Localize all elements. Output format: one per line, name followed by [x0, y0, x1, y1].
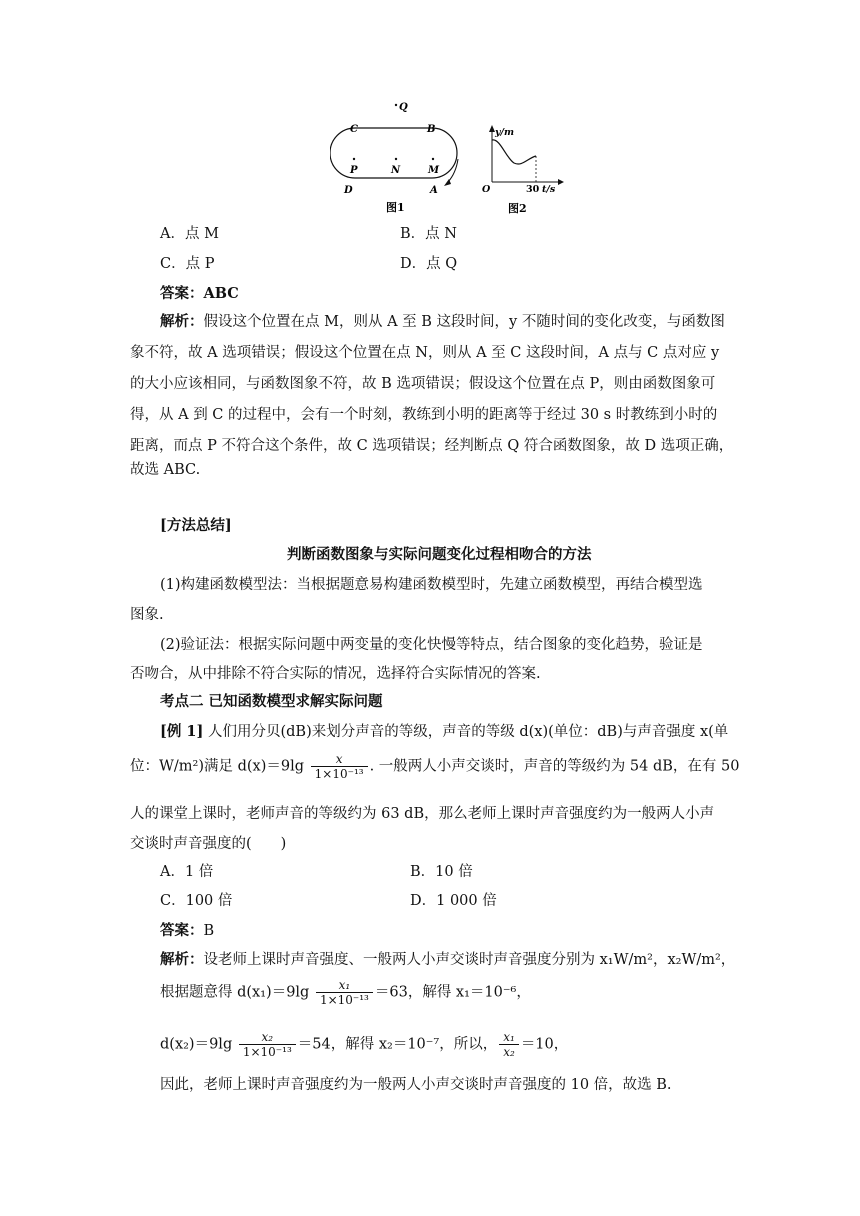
analysis-3-formula-lead: d(x₂)＝9lg: [160, 1036, 233, 1053]
figure-2-caption: 图2: [508, 202, 527, 215]
analysis-1-line-5: 距离，而点 P 不符合这个条件，故 C 选项错误；经判断点 Q 符合函数图象，故 D 选项正确，: [130, 438, 734, 454]
analysis-1-line-1: [160, 310, 725, 331]
ex1-option-c: C．100 倍: [160, 893, 233, 909]
analysis-2-line-2: [160, 978, 531, 1007]
analysis-2-formula-tail: ＝63，解得 x₁＝10⁻⁶，: [374, 984, 531, 1001]
figure-2-tick-30: 30: [526, 184, 540, 195]
analysis-3-formula-mid: ＝54，解得 x₂＝10⁻⁷，所以，: [297, 1036, 498, 1053]
figure-1-caption: 图1: [386, 201, 405, 214]
label-a: A: [430, 185, 438, 196]
method-p2-line-1: (2)验证法：根据实际问题中两变量的变化快慢等特点，结合图象的变化趋势，验证是: [160, 637, 703, 653]
analysis-1-line-4: 得，从 A 到 C 的过程中，会有一个时刻，教练到小明的距离等于经过 30 s 时教练到小时的: [130, 407, 718, 423]
example-1-line-1: [160, 720, 728, 741]
option-d: D．点 Q: [400, 256, 458, 272]
answer-label-2: 答案：: [160, 922, 204, 939]
analysis-1-line-2: 象不符，故 A 选项错误；假设这个位置在点 N，则从 A 至 C 这段时间，A 点与 C 点对应 y: [130, 345, 720, 361]
example-1-line-2: [130, 752, 739, 781]
option-b: B．点 N: [400, 226, 457, 242]
answer-2: [160, 919, 214, 940]
option-c: C．点 P: [160, 256, 215, 272]
method-p2-line-2: 否吻合，从中排除不符合实际的情况，选择符合实际情况的答案.: [130, 666, 541, 682]
answer-value-2: B: [203, 923, 215, 939]
example-formula-fraction: $\frac{x}{\text{1×10⁻¹³}}$: [311, 752, 368, 781]
label-b: B: [427, 124, 436, 135]
figure-2-origin: O: [482, 184, 491, 195]
analysis-2-line-4: 因此，老师上课时声音强度约为一般两人小声交谈时声音强度的 10 倍，故选 B.: [160, 1077, 672, 1093]
analysis-2-line-3: [160, 1030, 568, 1059]
example-text: 人们用分贝(dB)来划分声音的等级，声音的等级 d(x)(单位：dB)与声音强度 x(单: [207, 724, 729, 740]
figure-2: [478, 120, 568, 220]
analysis-2-formula-lead: 根据题意得 d(x₁)＝9lg: [160, 984, 310, 1001]
label-p: P: [350, 165, 358, 176]
example-formula-tail: . 一般两人小声交谈时，声音的等级约为 54 dB，在有 50: [369, 758, 740, 775]
analysis-2-line-1: [160, 948, 735, 969]
analysis-text: 假设这个位置在点 M，则从 A 至 B 这段时间，y 不随时间的变化改变，与函数图: [203, 314, 725, 330]
analysis-1-line-3: 的大小应该相同，与函数图象不符，故 B 选项错误；假设这个位置在点 P，则由函数图象可: [130, 376, 716, 392]
option-a: A．点 M: [160, 226, 219, 242]
method-title: 判断函数图象与实际问题变化过程相吻合的方法: [287, 546, 592, 563]
figure-2-x-label: t/s: [542, 184, 556, 195]
answer-1: [160, 282, 239, 303]
analysis-3-fraction-3: $\frac{\text{x₁}}{\text{x₂}}$: [499, 1030, 519, 1059]
example-formula-lead: 位：W/m²)满足 d(x)＝9lg: [130, 758, 305, 775]
label-m: M: [428, 165, 440, 176]
analysis-label-2: 解析：: [160, 951, 204, 968]
example-label: [例 1]: [160, 723, 204, 740]
ex1-option-a: A．1 倍: [160, 864, 214, 880]
method-p1-line-1: (1)构建函数模型法：当根据题意易构建函数模型时，先建立函数模型，再结合模型选: [160, 577, 703, 593]
label-d: D: [344, 185, 353, 196]
ex1-option-b: B．10 倍: [410, 864, 473, 880]
answer-label: 答案：: [160, 285, 204, 302]
analysis-3-fraction-2: $\frac{\text{x₂}}{\text{1×10⁻¹³}}$: [239, 1030, 296, 1059]
example-1-line-3: 人的课堂上课时，老师声音的等级约为 63 dB，那么老师上课时声音强度约为一般两人小声: [130, 806, 715, 822]
method-p1-line-2: 图象.: [130, 607, 164, 623]
ex1-option-d: D．1 000 倍: [410, 893, 497, 909]
method-section: [方法总结]: [160, 517, 232, 534]
analysis-2-text: 设老师上课时声音强度、一般两人小声交谈时声音强度分别为 x₁W/m²，x₂W/m²，: [203, 952, 736, 968]
figure-2-y-label: y/m: [495, 127, 515, 138]
analysis-3-formula-tail: ＝10，: [520, 1036, 569, 1053]
analysis-2-fraction-1: $\frac{\text{x₁}}{\text{1×10⁻¹³}}$: [316, 978, 373, 1007]
kaodian-title: 考点二 已知函数模型求解实际问题: [160, 693, 383, 710]
figure-1: [330, 95, 465, 220]
label-n: N: [391, 165, 401, 176]
analysis-1-line-6: 故选 ABC.: [130, 462, 201, 478]
example-1-line-4: 交谈时声音强度的( ): [130, 836, 287, 852]
label-q: Q: [399, 102, 408, 113]
answer-value: ABC: [203, 285, 239, 302]
analysis-label: 解析：: [160, 313, 204, 330]
label-c: C: [350, 124, 358, 135]
